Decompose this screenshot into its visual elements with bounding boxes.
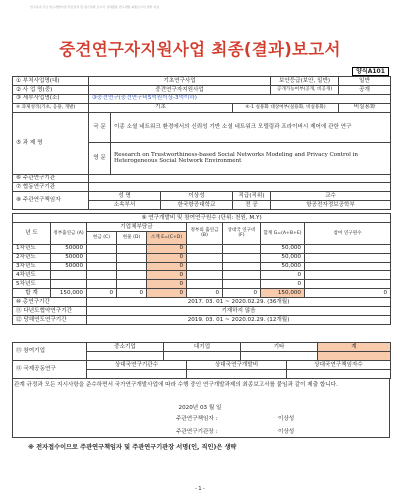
budget-cell-inkind <box>117 244 147 253</box>
budget-cell-subtotal: 0 <box>147 280 187 289</box>
budget-cell-partner <box>223 262 261 271</box>
budget-cell-partner <box>223 244 261 253</box>
row-total-period <box>13 298 391 307</box>
budget-cell-people <box>305 253 391 262</box>
sum-local: 0 <box>187 289 223 298</box>
row-sub-program <box>13 94 391 103</box>
budget-cell-total: 50,000 <box>261 253 305 262</box>
label-participating-companies: ⑬ 참여기업 <box>13 343 87 361</box>
budget-cell-partner <box>223 271 261 280</box>
col-partner-institutions: 상대국연구기관수 <box>87 361 187 370</box>
sum-partner: 0 <box>223 289 261 298</box>
value-pi-major: 항공전자정보공학부 <box>271 201 391 210</box>
budget-cell-people <box>305 280 391 289</box>
col-local: 정부외 출연금 (B) <box>187 222 223 244</box>
budget-cell-cash <box>87 262 117 271</box>
value-ministry-program: 기초연구사업 <box>89 77 271 86</box>
label-lead-institution: ⑥ 주관연구기관 <box>13 174 89 183</box>
budget-cell-subtotal: 0 <box>147 271 187 280</box>
sum-subtotal: 0 <box>147 289 187 298</box>
budget-cell-year: 1차년도 <box>13 244 51 253</box>
label-task-type: ④ 과제성격(기초, 응용, 개발) <box>13 103 89 112</box>
budget-cell-people <box>305 271 391 280</box>
budget-row <box>13 253 391 262</box>
value-korean-title: 이종 소셜 네트워크 환경에서의 신뢰성 기반 소셜 네트워크 모델링과 프라이버시 제어에 관한 연구 <box>111 112 391 142</box>
col-other: 기타 <box>241 343 318 352</box>
row-ministry-program <box>13 77 391 86</box>
col-people: 참여 연구원수 <box>305 222 391 244</box>
budget-cell-gov: 50000 <box>51 253 87 262</box>
budget-table <box>12 213 391 325</box>
row-pi-name <box>13 192 391 201</box>
col-sme: 중소기업 <box>87 343 164 352</box>
value-english-title: Research on Trustworthiness-based Social Networks Modeling and Privacy Control in Heterogeneous Social Network Environment <box>111 142 391 174</box>
page-number: - 1 - <box>195 486 205 492</box>
label-pi-position: 직급(직위) <box>233 192 271 201</box>
budget-cell-cash <box>87 271 117 280</box>
col-partner-budget: 상대국연구개발비 <box>187 361 287 370</box>
value-program-name: 중견연구자지원사업 <box>89 85 271 94</box>
value-multi-year: 기재하지 않음 <box>87 307 391 316</box>
label-commercialization: ④-1 실용화 대상여부(실용화, 비실용화) <box>233 103 339 112</box>
label-public-availability: 공개가능여부(공개, 비공개) <box>271 85 339 94</box>
row-multi-year <box>13 307 391 316</box>
col-gov: 정부출연금 (A) <box>51 222 87 244</box>
label-pi: ⑧ 주관연구책임자 <box>13 192 89 210</box>
budget-cell-gov: 50000 <box>51 244 87 253</box>
label-coop-institution: ⑦ 협동연구기관 <box>13 183 89 192</box>
sum-year: 합 계 <box>13 289 51 298</box>
budget-cell-people <box>305 262 391 271</box>
project-info-table <box>12 76 391 210</box>
value-commercialization: 비실용화 <box>339 103 391 112</box>
budget-cell-local <box>187 244 223 253</box>
budget-cell-partner <box>223 253 261 262</box>
value-task-type: 기초 <box>89 103 233 112</box>
signature-pi-label: 주관연구책임자 : <box>176 416 218 422</box>
sum-total: 150,000 <box>261 289 305 298</box>
budget-cell-inkind <box>117 271 147 280</box>
budget-cell-cash <box>87 280 117 289</box>
value-pi-name: 이상성 <box>161 192 233 201</box>
budget-cell-inkind <box>117 253 147 262</box>
label-pi-name: 성 명 <box>89 192 161 201</box>
budget-cell-year: 5차년도 <box>13 280 51 289</box>
budget-cell-year: 2차년도 <box>13 253 51 262</box>
budget-cell-inkind <box>117 262 147 271</box>
sum-gov: 150,000 <box>51 289 87 298</box>
budget-cell-subtotal: 0 <box>147 253 187 262</box>
label-ministry-program: ① 부처사업명(대) <box>13 77 89 86</box>
label-total-period: ⑩ 총연구기간 <box>13 298 87 307</box>
page-title: 중견연구자지원사업 최종(결과)보고서 <box>59 40 341 59</box>
budget-cell-total: 50,000 <box>261 244 305 253</box>
budget-cell-people <box>305 244 391 253</box>
footer-note: ※ 전자접수이므로 주관연구책임자 및 주관연구기관장 서명(인, 직인)은 생략 <box>28 444 237 451</box>
budget-cell-partner <box>223 280 261 289</box>
value-pi-position: 교수 <box>271 192 391 201</box>
signature-pi-name: 이상성 <box>278 416 295 422</box>
budget-cell-inkind <box>117 280 147 289</box>
participants-table <box>12 342 391 361</box>
budget-cell-total: 0 <box>261 280 305 289</box>
col-cash: 현금 (C) <box>87 231 117 244</box>
row-task-type <box>13 103 391 112</box>
signature-head-name: 이상성 <box>278 429 295 435</box>
label-multi-year: ⑪ 다년도협약연구기간 <box>13 307 87 316</box>
sum-cash: 0 <box>87 289 117 298</box>
value-pi-department: 한국항공대학교 <box>161 201 233 210</box>
form-number: 양식A101 <box>352 67 389 76</box>
label-korean: 국 문 <box>89 112 111 142</box>
label-pi-department: 소속부서 <box>89 201 161 210</box>
row-current-year <box>13 315 391 324</box>
budget-cell-subtotal: 0 <box>147 244 187 253</box>
budget-cell-total: 0 <box>261 271 305 280</box>
budget-row <box>13 280 391 289</box>
value-sub-program: ③중견연구(중견연구비5억원이상-3억이하) <box>89 94 391 103</box>
col-large: 대기업 <box>164 343 241 352</box>
budget-cell-year: 4차년도 <box>13 271 51 280</box>
budget-row <box>13 244 391 253</box>
row-lead-institution <box>13 174 391 183</box>
declaration-text: 관계 규정과 모든 지시사항을 준수하면서 국가연구개발사업에 따라 수행 중인 연구개발과제의 최종보고서를 붙임과 같이 제출 합니다. <box>14 382 338 388</box>
value-public-availability: 공개 <box>339 85 391 94</box>
col-partner-pis: 상대국연구책임자수 <box>287 361 391 370</box>
col-sum: 계 <box>318 343 391 352</box>
intl-table <box>12 360 391 379</box>
value-total-period: 2017. 03. 01 ~ 2020.02.29. (36개월) <box>87 298 391 307</box>
col-partner: 상대국 연구비 (F) <box>223 222 261 244</box>
budget-cell-cash <box>87 244 117 253</box>
budget-cell-gov <box>51 271 87 280</box>
label-security-level: 보안등급(보안, 일반) <box>271 77 339 86</box>
value-security-level: 일반 <box>339 77 391 86</box>
col-private: 기업체부담금 <box>87 222 187 231</box>
header-note: 연구분야 주요 연구개발사업 추진실적 및 평가결과 보고서 성과활용 연구개발 최종보고서 첨부 자료 <box>30 5 160 9</box>
col-year: 년 도 <box>13 222 51 244</box>
row-coop-institution <box>13 183 391 192</box>
label-pi-major: 전 공 <box>233 201 271 210</box>
budget-cell-cash <box>87 253 117 262</box>
budget-cell-gov <box>51 280 87 289</box>
budget-cell-local <box>187 271 223 280</box>
budget-cell-local <box>187 253 223 262</box>
label-task-name: ⑤ 과 제 명 <box>13 112 89 174</box>
budget-cell-total: 50,000 <box>261 262 305 271</box>
sum-people: 0 <box>305 289 391 298</box>
budget-title: ⑨ 연구개발비 및 참여연구원수 (단위: 천원, M.Y) <box>13 214 391 223</box>
label-intl-research: ⑭ 국제공동연구 <box>13 361 87 379</box>
budget-cell-local <box>187 280 223 289</box>
label-sub-program: ③ 세부사업명(소) <box>13 94 89 103</box>
label-english: 영 문 <box>89 142 111 174</box>
sum-inkind: 0 <box>117 289 147 298</box>
value-current-year: 2019. 03. 01 ~ 2020.02.29. (12개월) <box>87 315 391 324</box>
row-task-korean <box>13 112 391 142</box>
budget-row <box>13 271 391 280</box>
col-total: 합계 G=(A+B+E) <box>261 222 305 244</box>
row-program-name <box>13 85 391 94</box>
budget-sum-row <box>13 289 391 298</box>
budget-cell-gov: 50000 <box>51 262 87 271</box>
budget-cell-subtotal: 0 <box>147 262 187 271</box>
budget-cell-local <box>187 262 223 271</box>
col-inkind: 현물 (D) <box>117 231 147 244</box>
col-subtotal: 소계 E=(C+D) <box>147 231 187 244</box>
label-current-year: ⑫ 당해연도연구기간 <box>13 315 87 324</box>
budget-row <box>13 262 391 271</box>
label-program-name: ② 사 업 명(중) <box>13 85 89 94</box>
budget-cell-year: 3차년도 <box>13 262 51 271</box>
submission-date: 2020년 03 월 일 <box>178 405 222 411</box>
signature-head-label: 주관연구기관장 : <box>176 429 218 435</box>
